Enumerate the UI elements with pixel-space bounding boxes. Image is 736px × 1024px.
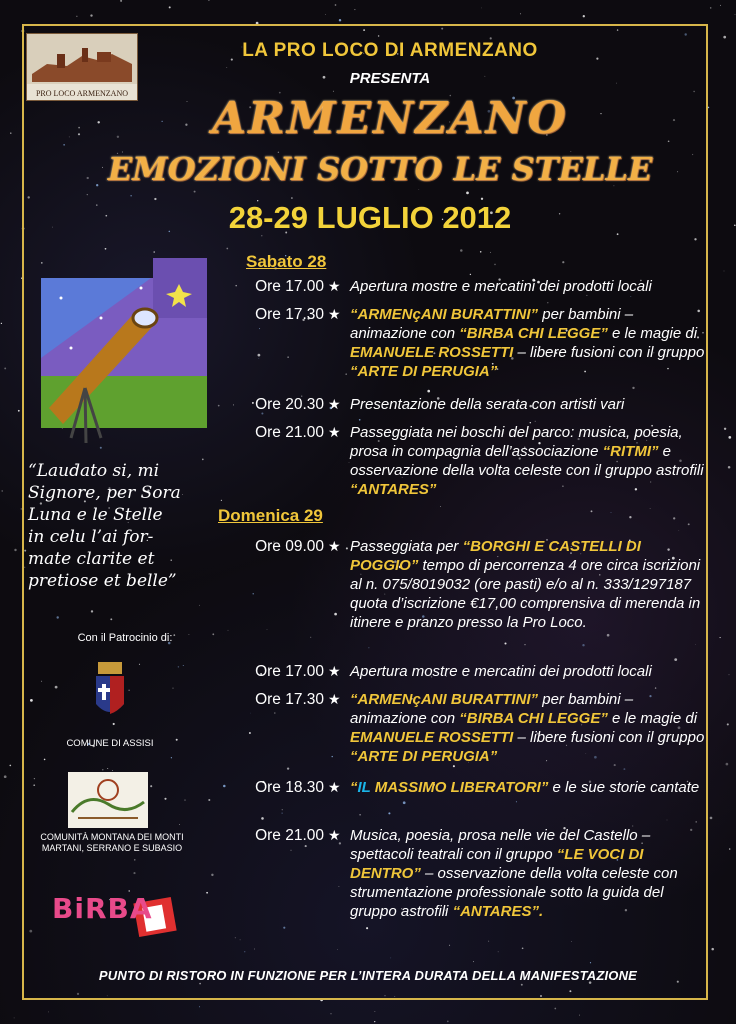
star xyxy=(579,1015,580,1016)
event-description xyxy=(350,305,710,381)
day-heading: Domenica 29 xyxy=(218,506,323,525)
page-subtitle: EMOZIONI SOTTO LE STELLE xyxy=(107,150,653,188)
mountain-logo-icon xyxy=(68,772,148,828)
logo-caption: PRO LOCO ARMENZANO xyxy=(35,89,128,98)
quote-line: pretiose et belle” xyxy=(28,571,177,591)
page-title: ARMENZANO xyxy=(212,93,568,144)
star xyxy=(120,0,122,2)
event-description xyxy=(350,537,710,632)
star xyxy=(727,723,729,725)
event-description xyxy=(350,690,710,766)
star xyxy=(723,36,726,39)
star xyxy=(724,428,726,430)
star-bullet-icon: ★ xyxy=(328,663,341,679)
event-text: e le sue storie cantate xyxy=(548,779,700,796)
star-bullet-icon: ★ xyxy=(328,278,341,294)
comunita-montana-logo xyxy=(68,772,148,828)
star xyxy=(14,1018,15,1019)
highlight-text: “ANTARES” xyxy=(350,481,437,498)
star xyxy=(375,1011,376,1012)
event-description xyxy=(350,826,710,921)
star-bullet-icon: ★ xyxy=(328,396,341,412)
event-text: IL xyxy=(357,779,371,796)
telescope-icon xyxy=(41,258,207,450)
star xyxy=(520,13,521,14)
event-text: – osservazione della volta celeste con strumentazione professionale sotto la guida del gruppo astrofili xyxy=(350,865,678,920)
event-time: Ore 17.00 xyxy=(255,663,324,680)
star xyxy=(18,410,20,412)
assisi-crest-icon xyxy=(90,660,130,730)
event-text: Apertura mostre e mercatini dei prodotti locali xyxy=(350,278,652,295)
comune-assisi-label: COMUNE DI ASSISI xyxy=(66,738,154,749)
star xyxy=(720,5,721,6)
quote-line: Luna e le Stelle xyxy=(28,505,163,525)
star xyxy=(720,637,721,638)
star xyxy=(583,15,585,17)
highlight-text: “ARTE DI PERUGIA” xyxy=(350,748,498,765)
star xyxy=(10,132,11,133)
event-text: e le magie di xyxy=(607,710,698,727)
star xyxy=(1,323,2,324)
star-bullet-icon: ★ xyxy=(328,827,341,843)
star xyxy=(724,271,725,272)
event-time: Ore 09.00 xyxy=(255,538,324,555)
highlight-text: “ARMENçANI BURATTINI” xyxy=(350,691,539,708)
event-description xyxy=(350,277,710,296)
event-text: – libere fusioni con il gruppo xyxy=(513,344,705,361)
star xyxy=(728,466,731,469)
highlight-text: “BORGHI E CASTELLI DI POGGIO” xyxy=(350,538,641,574)
star xyxy=(735,14,736,15)
village-drawing-icon xyxy=(27,34,137,84)
highlight-text: MASSIMO LIBERATORI” xyxy=(370,779,549,796)
event-text: Passeggiata per xyxy=(350,538,463,555)
event-time: Ore 17.30 xyxy=(255,306,324,323)
star xyxy=(729,848,731,850)
event-description xyxy=(350,423,710,499)
event-text: Musica, poesia, prosa nelle vie del Castello – spettacoli teatrali con il gruppo xyxy=(350,827,651,863)
star xyxy=(447,1021,449,1023)
star xyxy=(374,1021,375,1022)
star xyxy=(76,16,77,17)
highlight-text: “ARTE DI PERUGIA” xyxy=(350,363,498,380)
star xyxy=(729,674,730,675)
event-text: Passeggiata nei boschi del parco: musica, poesia, prosa in compagnia dell’associazione xyxy=(350,424,683,460)
footer-note: PUNTO DI RISTORO IN FUNZIONE PER L’INTERA DURATA DELLA MANIFESTAZIONE xyxy=(98,968,638,983)
star xyxy=(1,490,2,491)
highlight-text: “LE VOCI DI DENTRO” xyxy=(350,846,644,882)
organizer: LA PRO LOCO DI ARMENZANO xyxy=(242,40,538,61)
highlight-text: “ xyxy=(350,779,358,796)
event-text: per bambini – animazione con xyxy=(350,691,634,727)
star xyxy=(9,765,11,767)
star xyxy=(734,225,736,227)
quote-line: Signore, per Sora xyxy=(28,483,181,503)
presents: PRESENTA xyxy=(349,70,431,87)
star xyxy=(325,14,326,15)
event-time: Ore 17.00 xyxy=(255,278,324,295)
event-text: e le magie di xyxy=(607,325,698,342)
highlight-text: “ARMENçANI BURATTINI” xyxy=(350,306,539,323)
star xyxy=(208,0,210,1)
event-time: Ore 21.00 xyxy=(255,424,324,441)
pro-loco-logo xyxy=(26,33,138,101)
highlight-text: “BIRBA CHI LEGGE” xyxy=(459,325,608,342)
star xyxy=(728,436,731,439)
event-time: Ore 18.30 xyxy=(255,779,324,796)
quote-line: in celu l’ai for- xyxy=(28,527,154,547)
event-text: Presentazione della serata con artisti vari xyxy=(350,396,625,413)
event-time: Ore 17.30 xyxy=(255,691,324,708)
highlight-text: “ANTARES”. xyxy=(452,903,544,920)
event-text: e osservazione della volta celeste con il gruppo astrofili xyxy=(350,443,704,479)
event-text: – libere fusioni con il gruppo xyxy=(513,729,705,746)
patronage-label: Con il Patrocinio di: xyxy=(77,632,173,644)
event-time: Ore 20.30 xyxy=(255,396,324,413)
star xyxy=(711,948,714,951)
highlight-text: EMANUELE ROSSETTI xyxy=(350,729,514,746)
event-description xyxy=(350,395,710,414)
star xyxy=(199,1006,200,1007)
event-time: Ore 21.00 xyxy=(255,827,324,844)
event-text: Apertura mostre e mercatini dei prodotti locali xyxy=(350,663,652,680)
star xyxy=(335,4,337,6)
star xyxy=(90,14,92,16)
quote xyxy=(28,460,218,592)
star-bullet-icon: ★ xyxy=(328,538,341,554)
highlight-text: “BIRBA CHI LEGGE” xyxy=(459,710,608,727)
day-heading: Sabato 28 xyxy=(246,252,327,271)
star xyxy=(710,7,712,9)
star-bullet-icon: ★ xyxy=(328,691,341,707)
event-text: per bambini – animazione con xyxy=(350,306,634,342)
star xyxy=(14,549,16,551)
birba-logo xyxy=(48,888,178,938)
quote-line: “Laudato si, mi xyxy=(28,461,160,481)
event-description xyxy=(350,662,710,681)
highlight-text: “RITMI” xyxy=(602,443,659,460)
star xyxy=(169,6,171,8)
star xyxy=(481,8,482,9)
star-bullet-icon: ★ xyxy=(328,424,341,440)
comunita-montana-label xyxy=(26,832,198,854)
star-bullet-icon: ★ xyxy=(328,779,341,795)
star xyxy=(726,763,729,766)
highlight-text: EMANUELE ROSSETTI xyxy=(350,344,514,361)
star xyxy=(4,775,7,778)
birba-text: BiRBA xyxy=(52,892,153,925)
star xyxy=(339,19,341,21)
event-text: tempo di percorrenza 4 ore circa iscrizioni al n. 075/8019032 (ore pasti) e/o al n. 333/1297187 quota d’iscrizione €17,00 comprensiva di merenda in itinere e pranzo presso la Pro Loco. xyxy=(350,557,701,631)
star xyxy=(710,817,713,820)
star xyxy=(554,1008,556,1010)
telescope-illustration xyxy=(41,258,207,450)
comunita-line: MARTANI, SERRANO E SUBASIO xyxy=(41,843,183,853)
comunita-line: COMUNITÀ MONTANA DEI MONTI xyxy=(40,832,184,842)
star xyxy=(331,1013,332,1014)
quote-line: mate clarite et xyxy=(28,549,155,569)
star xyxy=(48,1012,49,1013)
star xyxy=(354,9,355,10)
event-dates: 28-29 LUGLIO 2012 xyxy=(228,200,512,235)
star xyxy=(4,367,6,369)
event-description xyxy=(350,778,710,797)
star-bullet-icon: ★ xyxy=(328,306,341,322)
